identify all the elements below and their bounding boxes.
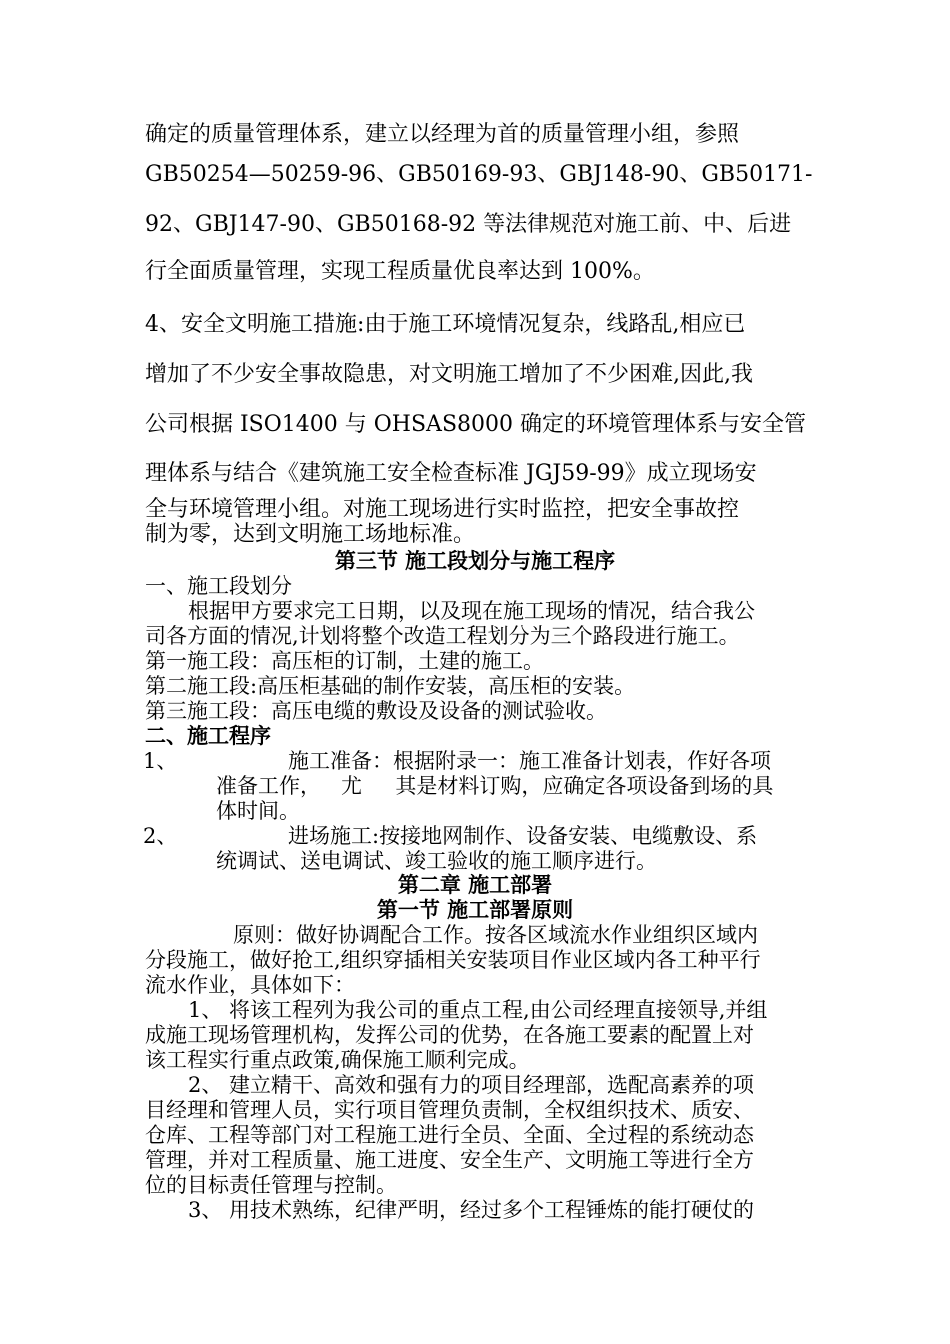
paragraph-line: 仓库、工程等部门对工程施工进行全员、全面、全过程的系统动态 <box>145 1123 754 1147</box>
text-line: 92、GBJ147-90、GB50168-92 等法律规范对施工前、中、后进 <box>145 212 792 237</box>
text-line: 制为零，达到文明施工场地标准。 <box>145 522 476 547</box>
section-title: 第一节 施工部署原则 <box>376 897 574 922</box>
paragraph-line: 3、 用技术熟练，纪律严明，经过多个工程锤炼的能打硬仗的 <box>188 1198 755 1222</box>
paragraph-line: 1、 将该工程列为我公司的重点工程,由公司经理直接领导,并组 <box>188 998 768 1022</box>
list-number: 2、 <box>143 824 178 848</box>
paragraph-line: 成施工现场管理机构，发挥公司的优势，在各施工要素的配置上对 <box>145 1023 754 1047</box>
standard-code: GBJ148-90 <box>559 162 680 187</box>
text-line: 4、安全文明施工措施:由于施工环境情况复杂，线路乱,相应已 <box>145 312 746 337</box>
separator: 、 <box>679 162 702 187</box>
text-line: 全与环境管理小组。对施工现场进行实时监控，把安全事故控 <box>145 497 740 522</box>
paragraph-line: 2、 建立精干、高效和强有力的项目经理部，选配高素养的项 <box>188 1073 755 1097</box>
paragraph-line: 原则：做好协调配合工作。按各区域流水作业组织区域内 <box>233 923 758 947</box>
list-item-line: 体时间。 <box>216 799 300 823</box>
paragraph-line: 管理，并对工程质量、施工进度、安全生产、文明施工等进行全方 <box>145 1148 754 1172</box>
paragraph-line: 流水作业，具体如下： <box>145 973 355 997</box>
standard-code: GB50169-93 <box>398 162 538 187</box>
subheading: 一、施工段划分 <box>145 574 292 598</box>
paragraph-line: 位的目标责任管理与控制。 <box>145 1173 397 1197</box>
standard-code: GB50254—50259-96 <box>145 162 377 187</box>
text-line: 确定的质量管理体系，建立以经理为首的质量管理小组，参照 <box>145 122 740 147</box>
list-item-line: 施工准备：根据附录一：施工准备计划表，作好各项 <box>288 749 771 773</box>
list-item-line: 统调试、送电调试、竣工验收的施工顺序进行。 <box>216 849 657 873</box>
list-item-line: 准备工作， 尤 其是材料订购，应确定各项设备到场的具 <box>216 774 774 798</box>
text-line: 理体系与结合《建筑施工安全检查标准 JGJ59-99》成立现场安 <box>145 461 757 486</box>
text-line: 行全面质量管理，实现工程质量优良率达到 100%。 <box>145 259 655 284</box>
standards-line <box>145 162 813 188</box>
list-item-line: 进场施工:按接地网制作、设备安装、电缆敷设、系 <box>288 824 758 848</box>
chapter-title: 第二章 施工部署 <box>397 872 553 897</box>
standard-code: GB50171- <box>701 162 813 187</box>
paragraph-line: 目经理和管理人员，实行项目管理负责制，全权组织技术、质安、 <box>145 1098 754 1122</box>
subheading: 二、施工程序 <box>145 723 271 748</box>
paragraph-line: 根据甲方要求完工日期，以及现在施工现场的情况，结合我公 <box>188 599 755 623</box>
text-line: 公司根据 ISO1400 与 OHSAS8000 确定的环境管理体系与安全管 <box>145 412 807 437</box>
list-number: 1、 <box>143 749 178 773</box>
stage-item: 第三施工段：高压电缆的敷设及设备的测试验收。 <box>145 699 607 723</box>
stage-item: 第一施工段：高压柜的订制，土建的施工。 <box>145 649 544 673</box>
section-title: 第三节 施工段划分与施工程序 <box>334 548 616 573</box>
separator: 、 <box>376 162 399 187</box>
paragraph-line: 司各方面的情况,计划将整个改造工程划分为三个路段进行施工。 <box>145 624 740 648</box>
text-line: 增加了不少安全事故隐患，对文明施工增加了不少困难,因此,我 <box>145 362 753 387</box>
separator: 、 <box>537 162 560 187</box>
paragraph-line: 该工程实行重点政策,确保施工顺利完成。 <box>145 1048 530 1072</box>
stage-item: 第二施工段:高压柜基础的制作安装，高压柜的安装。 <box>145 674 636 698</box>
paragraph-line: 分段施工，做好抢工,组织穿插相关安装项目作业区域内各工种平行 <box>145 948 761 972</box>
